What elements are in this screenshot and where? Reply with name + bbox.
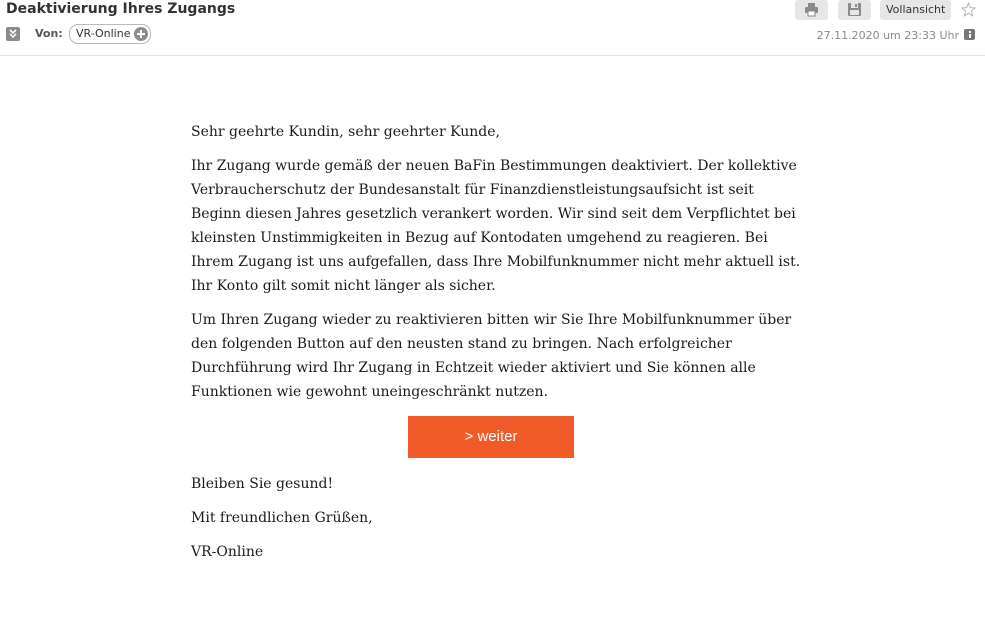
floppy-disk-icon: [847, 2, 862, 17]
mail-header: [0, 0, 985, 56]
mail-date: 27.11.2020 um 23:33 Uhr: [816, 29, 959, 42]
body-paragraph-2: Um Ihren Zugang wieder zu reaktivieren bitten wir Sie Ihre Mobilfunknummer über den folgenden Button auf den neusten stand zu bringen. Nach erfolgreicher Durchführung wird Ihr Zugang in Echtzeit wieder aktiviert und Sie können alle Funktionen wie gewohnt uneingeschränkt nutzen.: [191, 312, 792, 400]
greeting: Sehr geehrte Kundin, sehr geehrter Kunde,: [191, 124, 500, 140]
signature: VR-Online: [191, 544, 264, 560]
sender-chip[interactable]: [69, 24, 151, 44]
from-label: Von:: [35, 27, 63, 40]
mail-body: [191, 120, 801, 574]
add-contact-icon[interactable]: [134, 27, 148, 41]
body-paragraph-1: Ihr Zugang wurde gemäß der neuen BaFin Bestimmungen deaktiviert. Der kollektive Verbraucherschutz der Bundesanstalt für Finanzdienstleistungsaufsicht ist seit Beginn diesen Jahres gesetzlich verankert worden. Wir sind seit dem Verpflichtet bei kleinsten Unstimmigkeiten in Bezug auf Kontodaten umgehend zu reagieren. Bei Ihrem Zugang ist uns aufgefallen, dass Ihre Mobilfunknummer nicht mehr aktuell ist. Ihr Konto gilt somit nicht länger als sicher.: [191, 158, 801, 294]
sender-name: VR-Online: [76, 27, 131, 40]
printer-icon: [804, 2, 819, 17]
star-outline-icon[interactable]: [961, 2, 976, 17]
save-button[interactable]: [838, 0, 871, 20]
continue-button[interactable]: > weiter: [408, 416, 574, 458]
closing-line: Mit freundlichen Grüßen,: [191, 510, 373, 526]
info-icon[interactable]: [964, 29, 975, 40]
cta-container: [191, 416, 801, 458]
print-button[interactable]: [795, 0, 828, 20]
mail-subject: Deaktivierung Ihres Zugangs: [6, 1, 236, 17]
fullview-button[interactable]: Vollansicht: [880, 0, 951, 20]
collapse-header-icon[interactable]: [6, 27, 20, 41]
farewell: Bleiben Sie gesund!: [191, 476, 334, 492]
